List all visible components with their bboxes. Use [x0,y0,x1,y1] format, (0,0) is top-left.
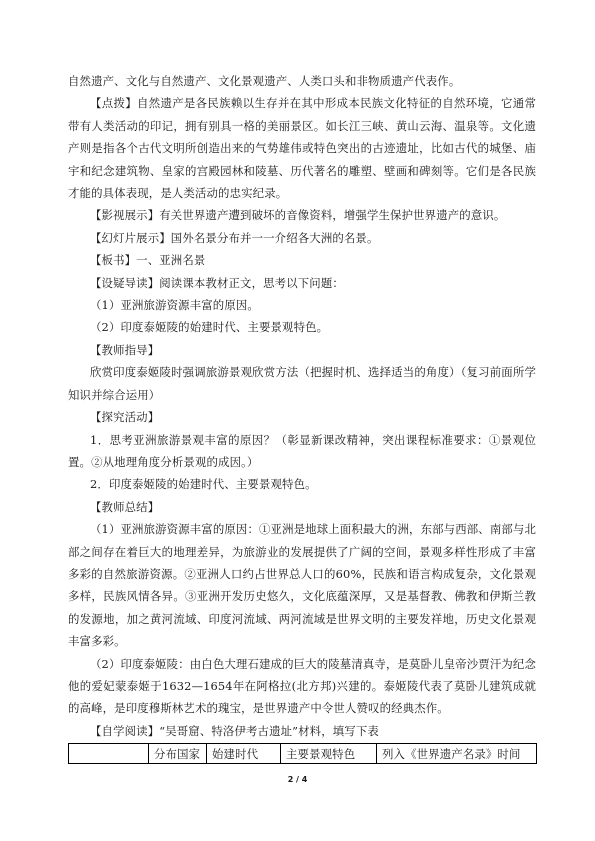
page-number: 2 / 4 [287,775,308,784]
paragraph: 【探究活动】 [90,410,160,425]
paragraph: 【板书】一、亚洲名景 [90,253,206,268]
table-header-cell [69,744,149,764]
paragraph: （1）亚洲旅游资源丰富的原因。 [90,298,259,313]
paragraph: 欣赏印度泰姬陵时强调旅游景观欣赏方法（把握时机、选择适当的角度）（复习前面所学知识并综合运用） [68,365,536,402]
table-header-row [69,744,537,764]
worksheet-table [68,743,537,764]
paragraph: 1．思考亚洲旅游景观丰富的原因？（彰显新课改精神，突出课程标准要求：①景观位置。②从地理角度分析景观的成因。） [68,432,536,469]
paragraph: 自然遗产、文化与自然遗产、文化景观遗产、人类口头和非物质遗产代表作。 [68,74,461,88]
page-content [68,70,536,764]
table-header-cell: 列入《世界遗产名录》时间 [377,744,537,764]
table-header-cell: 始建时代 [207,744,281,764]
paragraph: 【教师指导】 [90,342,160,357]
paragraph: （2）印度泰姬陵的始建时代、主要景观特色。 [90,320,329,335]
table-header-cell: 分布国家 [149,744,207,764]
paragraph: （1）亚洲旅游资源丰富的原因：①亚洲是地球上面积最大的洲，东部与西部、南部与北部之间存在着巨大的地理差异，为旅游业的发展提供了广阔的空间，景观多样性形成了丰富多彩的自然旅游资源。②亚洲人口约占世界总人口的60%，民族和语言构成复杂，文化景观多样，民族风情各异。③亚洲开发历史悠久，文化底蕴深厚，又是基督教、佛教和伊斯兰教的发源地，加之黄河流域、印度河流域、两河流域是世界文明的主要发祥地，历史文化景观丰富多彩。 [68,522,536,649]
paragraph: 2．印度泰姬陵的始建时代、主要景观特色。 [90,477,317,492]
table-header-cell: 主要景观特色 [281,744,377,764]
paragraph: 【幻灯片展示】国外名景分布并一一介绍各大洲的名景。 [90,230,379,245]
paragraph: （2）印度泰姬陵：由白色大理石建成的巨大的陵墓清真寺，是莫卧儿皇帝沙贾汗为纪念他的爱妃蒙泰姬于1632—1654年在阿格拉(北方邦)兴建的。泰姬陵代表了莫卧儿建筑成就的高峰，是印度穆斯林艺术的瑰宝，是世界遗产中令世人赞叹的经典杰作。 [68,656,536,716]
paragraph: 【自学阅读】“吴哥窟、特洛伊考古遗址”材料，填写下表 [90,723,379,738]
paragraph: 【影视展示】有关世界遗产遭到破坏的音像资料，增强学生保护世界遗产的意识。 [90,208,506,223]
paragraph: 【教师总结】 [90,499,160,514]
paragraph: 【设疑导读】阅读课本教材正文，思考以下问题： [90,275,344,290]
paragraph: 【点拨】自然遗产是各民族赖以生存并在其中形成本民族文化特征的自然环境，它通常带有人类活动的印记，拥有别具一格的美丽景区。如长江三峡、黄山云海、温泉等。文化遗产则是指各个古代文明所创造出来的气势雄伟或特色突出的古迹遗址，比如古代的城堡、庙宇和纪念建筑物、皇家的宫殿园林和陵墓、历代著名的雕塑、壁画和碑刻等。它们是各民族才能的具体表现，是人类活动的忠实纪录。 [68,96,536,201]
